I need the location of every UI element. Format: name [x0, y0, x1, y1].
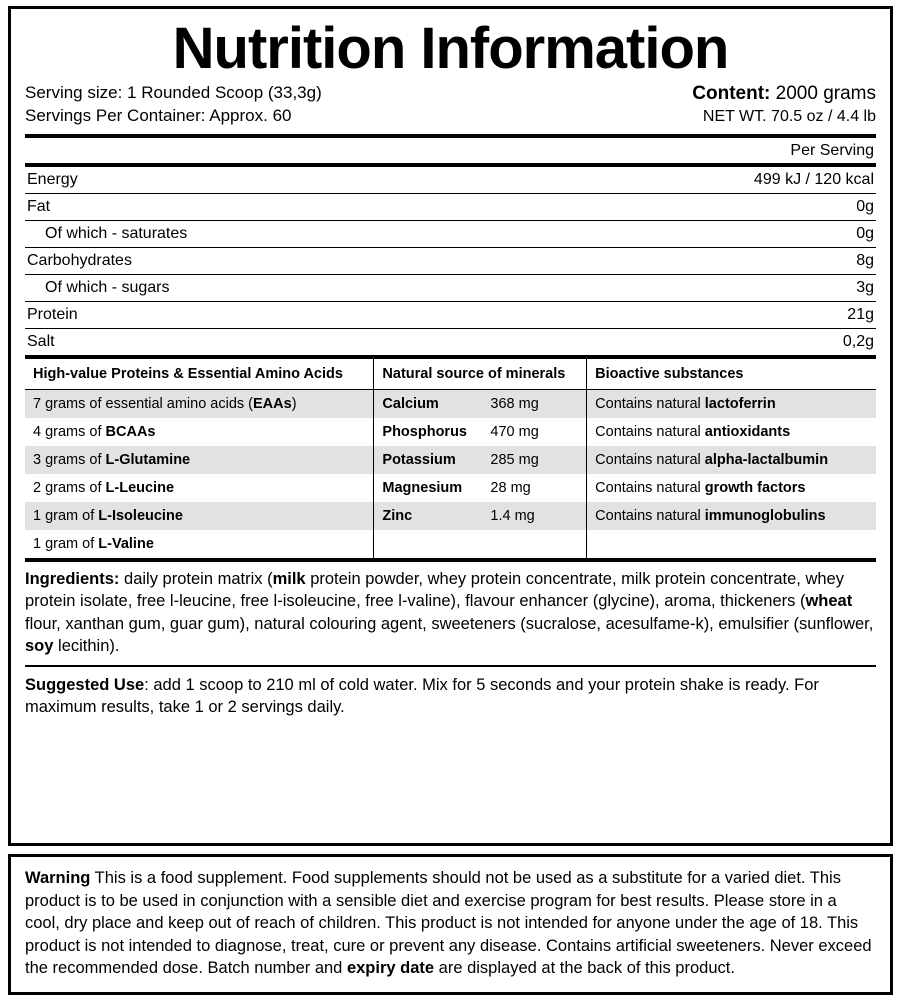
nutrition-facts-table — [25, 138, 876, 359]
protein-cell — [25, 474, 374, 502]
protein-text-bold: L-Valine — [98, 536, 154, 553]
features-header-minerals: Natural source of minerals — [374, 359, 587, 390]
suggested-use-label: Suggested Use — [25, 676, 145, 695]
protein-text-prefix: 4 grams of — [33, 424, 106, 441]
table-row — [25, 302, 876, 329]
mineral-name: Calcium — [382, 396, 439, 413]
mineral-cell — [374, 474, 587, 502]
protein-text-bold: L-Leucine — [105, 480, 175, 497]
bioactive-cell — [587, 418, 876, 446]
nutrient-value: 8g — [510, 248, 876, 275]
table-row — [25, 275, 876, 302]
nutrient-value: 499 kJ / 120 kcal — [510, 165, 876, 194]
main-panel — [8, 6, 893, 846]
warning-paragraph — [25, 867, 876, 980]
protein-text-bold: EAAs — [253, 396, 292, 413]
protein-cell — [25, 418, 374, 446]
bioactive-cell — [587, 390, 876, 419]
protein-cell — [25, 390, 374, 419]
ingredients-allergen-soy: soy — [25, 636, 54, 655]
nutrient-label: Of which - saturates — [25, 221, 510, 248]
table-row — [25, 390, 876, 419]
nutrition-header-blank — [25, 138, 510, 165]
bioactive-bold: lactoferrin — [704, 396, 776, 413]
table-row — [25, 221, 876, 248]
features-header-bioactive: Bioactive substances — [587, 359, 876, 390]
warning-text-1: This is a food supplement. Food supplements should not be used as a substitute for a varied diet. This product is to be used in conjunction with a sensible diet and exercise program for best results. Please store in a cool, dry place and keep out of reach of children. This product is not intended for anyone under the age of 18. This product is not intended to diagnose, treat, cure or prevent any disease. Contains artificial sweeteners. Never exceed the recommended dose. Batch number and — [25, 869, 872, 978]
protein-cell — [25, 502, 374, 530]
ingredients-text-3: flour, xanthan gum, guar gum), natural colouring agent, sweeteners (sucralose, acesulfame-k), emulsifier (sunflower, — [25, 614, 874, 633]
warning-text-2: are displayed at the back of this product. — [434, 959, 735, 978]
table-row — [25, 474, 876, 502]
mineral-value: 28 mg — [490, 480, 531, 497]
bioactive-prefix: Contains natural — [595, 452, 705, 469]
ingredients-text-4: lecithin). — [53, 636, 120, 655]
bioactive-cell — [587, 446, 876, 474]
mineral-value: 470 mg — [490, 424, 539, 441]
mineral-cell — [374, 446, 587, 474]
features-section — [25, 359, 876, 562]
nutrient-label: Salt — [25, 329, 510, 358]
ingredients-paragraph — [25, 562, 876, 667]
suggested-use-paragraph — [25, 667, 876, 721]
bioactive-cell — [587, 530, 876, 558]
protein-text-bold: L-Isoleucine — [98, 508, 183, 525]
table-row — [25, 248, 876, 275]
serving-details — [25, 82, 322, 128]
protein-text-prefix: 2 grams of — [33, 480, 106, 497]
bioactive-bold: antioxidants — [704, 424, 791, 441]
warning-expiry-date: expiry date — [346, 959, 435, 978]
content-details — [692, 82, 876, 127]
bioactive-bold: growth factors — [704, 480, 806, 497]
features-header-proteins: High-value Proteins & Essential Amino Acids — [25, 359, 374, 390]
mineral-cell — [374, 418, 587, 446]
bioactive-cell — [587, 502, 876, 530]
net-weight: NET WT. 70.5 oz / 4.4 lb — [702, 107, 876, 125]
protein-text-prefix: 1 gram of — [33, 508, 99, 525]
nutrition-header-row — [25, 138, 876, 165]
mineral-name: Zinc — [382, 508, 413, 525]
nutrient-label: Protein — [25, 302, 510, 329]
warning-panel — [8, 854, 893, 995]
protein-cell — [25, 530, 374, 558]
nutrient-label: Of which - sugars — [25, 275, 510, 302]
protein-cell — [25, 446, 374, 474]
bioactive-bold: alpha-lactalbumin — [704, 452, 829, 469]
mineral-value: 1.4 mg — [490, 508, 535, 525]
table-row — [25, 446, 876, 474]
protein-text-prefix: 1 gram of — [33, 536, 99, 553]
nutrient-value: 3g — [510, 275, 876, 302]
ingredients-text-2: protein powder, whey protein concentrate, milk protein concentrate, whey protein isolate, free l-leucine, free l-isoleucine, free l-valine), flavour enhancer (glycine), aroma, thickeners ( — [25, 570, 844, 611]
protein-text-prefix: 7 grams of essential amino acids ( — [33, 396, 254, 413]
protein-text-bold: BCAAs — [105, 424, 156, 441]
per-serving-header: Per Serving — [510, 138, 876, 165]
features-header-row — [25, 359, 876, 390]
ingredients-allergen-milk: milk — [272, 570, 306, 589]
suggested-use-text: : add 1 scoop to 210 ml of cold water. Mix for 5 seconds and your protein shake is ready. For maximum results, take 1 or 2 servings daily. — [25, 676, 819, 717]
table-row — [25, 165, 876, 194]
table-row — [25, 194, 876, 221]
nutrient-value: 21g — [510, 302, 876, 329]
table-row — [25, 418, 876, 446]
mineral-name: Phosphorus — [382, 424, 467, 441]
bioactive-prefix: Contains natural — [595, 396, 705, 413]
protein-text-suffix: ) — [291, 396, 297, 413]
bioactive-cell — [587, 474, 876, 502]
mineral-cell — [374, 502, 587, 530]
mineral-value: 368 mg — [490, 396, 539, 413]
mineral-cell — [374, 390, 587, 419]
mineral-name: Potassium — [382, 452, 456, 469]
table-row — [25, 502, 876, 530]
nutrient-value: 0g — [510, 194, 876, 221]
bioactive-prefix: Contains natural — [595, 424, 705, 441]
nutrient-label: Energy — [25, 165, 510, 194]
page-title: Nutrition Information — [172, 16, 729, 81]
features-table — [25, 359, 876, 558]
bioactive-prefix: Contains natural — [595, 508, 705, 525]
warning-label: Warning — [25, 869, 91, 888]
nutrient-value: 0,2g — [510, 329, 876, 358]
nutrient-label: Carbohydrates — [25, 248, 510, 275]
ingredients-label: Ingredients: — [25, 570, 120, 589]
bioactive-prefix: Contains natural — [595, 480, 705, 497]
mineral-name: Magnesium — [382, 480, 463, 497]
nutrient-label: Fat — [25, 194, 510, 221]
bioactive-bold: immunoglobulins — [704, 508, 826, 525]
nutrient-value: 0g — [510, 221, 876, 248]
mineral-cell — [374, 530, 587, 558]
serving-size: Serving size: 1 Rounded Scoop (33,3g) — [25, 83, 322, 103]
servings-per-container: Servings Per Container: Approx. 60 — [25, 106, 292, 126]
protein-text-prefix: 3 grams of — [33, 452, 106, 469]
mineral-value: 285 mg — [490, 452, 539, 469]
protein-text-bold: L-Glutamine — [105, 452, 191, 469]
table-row — [25, 530, 876, 558]
content-value: 2000 grams — [775, 83, 876, 105]
table-row — [25, 329, 876, 358]
ingredients-text-1: daily protein matrix ( — [119, 570, 273, 589]
serving-header — [25, 82, 876, 128]
ingredients-allergen-wheat: wheat — [805, 592, 853, 611]
content-label: Content: — [692, 83, 771, 105]
content-line — [692, 82, 876, 107]
